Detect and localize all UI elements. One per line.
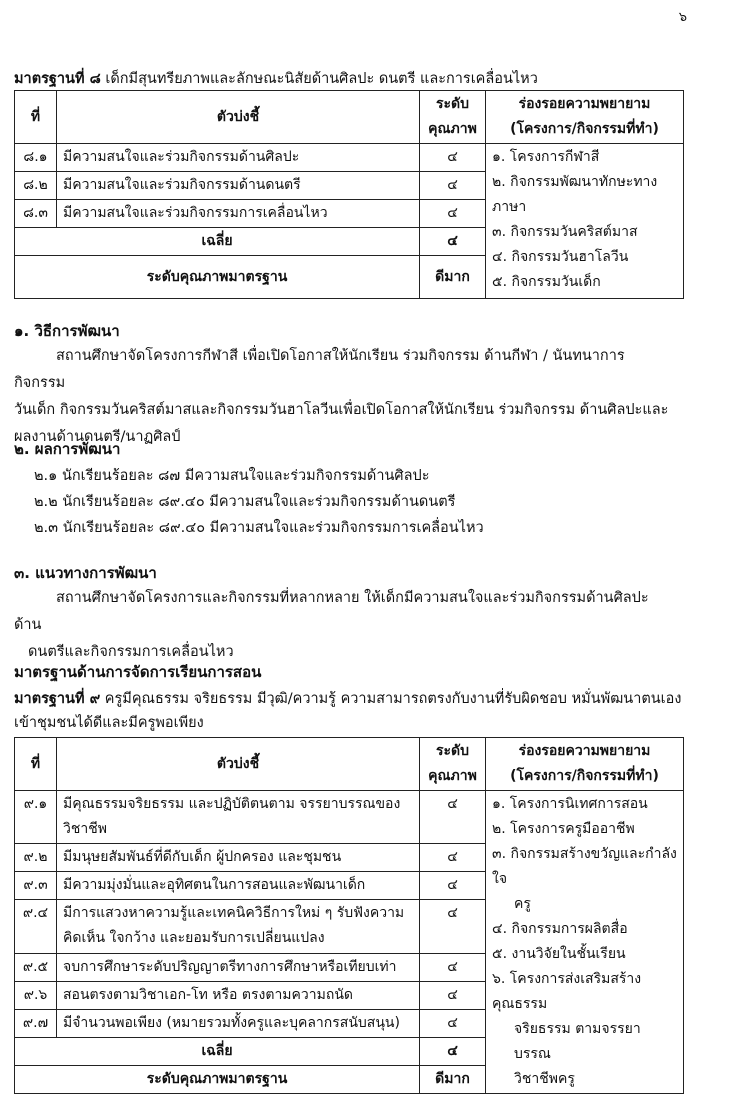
row-number: ๙.๑	[15, 791, 57, 844]
col-header-evidence: ร่องรอยความพยายาม (โครงการ/กิจกรรมที่ทำ)	[486, 738, 684, 791]
row-indicator: มีความสนใจและร่วมกิจกรรมด้านดนตรี	[57, 172, 420, 200]
col-header-level: ระดับ คุณภาพ	[420, 91, 486, 144]
section3-title: ๓. แนวทางการพัฒนา	[14, 564, 157, 582]
row-number: ๙.๖	[15, 981, 57, 1009]
row-level: ๔	[420, 844, 486, 872]
project-item: ๔. กิจกรรมการผลิตสื่อ	[492, 921, 628, 937]
standard9-title: ครูมีคุณธรรม จริยธรรม มีวุฒิ/ความรู้ ความสามารถตรงกับงานที่รับผิดชอบ หมั่นพัฒนาตนเอง	[100, 691, 682, 707]
row-number: ๙.๕	[15, 953, 57, 981]
row-level: ๔	[420, 981, 486, 1009]
evidence-projects	[486, 791, 684, 1094]
project-item: ภาษา	[492, 199, 527, 215]
row-number: ๘.๓	[15, 200, 57, 228]
row-indicator: สอนตรงตามวิชาเอก-โท หรือ ตรงตามความถนัด	[57, 981, 420, 1009]
project-item: ๕. กิจกรรมวันเด็ก	[492, 274, 601, 290]
average-value: ๔	[420, 228, 486, 256]
standard8-number: มาตรฐานที่ ๘	[14, 71, 101, 87]
evidence-projects	[486, 144, 684, 299]
table-header-row	[15, 738, 684, 791]
row-level: ๔	[420, 200, 486, 228]
project-item: ๓. กิจกรรมวันคริสต์มาส	[492, 224, 638, 240]
row-number: ๙.๓	[15, 872, 57, 900]
row-number: ๙.๔	[15, 900, 57, 953]
standard8-title: เด็กมีสุนทรียภาพและลักษณะนิสัยด้านศิลปะ ดนตรี และการเคลื่อนไหว	[100, 71, 538, 87]
average-value: ๔	[420, 1037, 486, 1065]
average-label: เฉลี่ย	[15, 228, 420, 256]
col-header-indicator: ตัวบ่งชี้	[57, 738, 420, 791]
section1-paragraph	[14, 343, 674, 451]
row-level: ๔	[420, 1009, 486, 1037]
row-level: ๔	[420, 144, 486, 172]
row-number: ๘.๑	[15, 144, 57, 172]
section3-line: ดนตรีและกิจกรรมการเคลื่อนไหว	[28, 644, 234, 660]
standard9-heading-line2: เข้าชุมชนได้ดีและมีครูพอเพียง	[14, 715, 204, 731]
row-indicator: มีความมุ่งมั่นและอุทิศตนในการสอนและพัฒนาเด็ก	[57, 872, 420, 900]
quality-value: ดีมาก	[420, 256, 486, 299]
section1-line: สถานศึกษาจัดโครงการกีฬาสี เพื่อเปิดโอกาสให้นักเรียน ร่วมกิจกรรม ด้านกีฬา / นันทนาการ กิจกรรม	[14, 348, 625, 391]
col-header-level: ระดับ คุณภาพ	[420, 738, 486, 791]
row-number: ๘.๒	[15, 172, 57, 200]
row-indicator: มีมนุษยสัมพันธ์ที่ดีกับเด็ก ผู้ปกครอง และชุมชน	[57, 844, 420, 872]
project-item: ๑. โครงการนิเทศการสอน	[492, 796, 648, 812]
row-number: ๙.๗	[15, 1009, 57, 1037]
row-level: ๔	[420, 900, 486, 953]
project-item: ๖. โครงการส่งเสริมสร้างคุณธรรม	[492, 971, 642, 1012]
row-level: ๔	[420, 872, 486, 900]
quality-value: ดีมาก	[420, 1065, 486, 1093]
project-item: ๔. กิจกรรมวันฮาโลวีน	[492, 249, 629, 265]
project-item: จริยธรรม ตามจรรยาบรรณ	[514, 1021, 641, 1062]
col-header-indicator: ตัวบ่งชี้	[57, 91, 420, 144]
col-header-evidence: ร่องรอยความพยายาม (โครงการ/กิจกรรมที่ทำ)	[486, 91, 684, 144]
result-item: ๒.๓ นักเรียนร้อยละ ๘๙.๔๐ มีความสนใจและร่วมกิจกรรมการเคลื่อนไหว	[34, 520, 484, 536]
row-level: ๔	[420, 172, 486, 200]
section1-line: ผลงานด้านดนตรี/นาฏศิลป์	[14, 429, 181, 445]
row-indicator: มีความสนใจและร่วมกิจกรรมการเคลื่อนไหว	[57, 200, 420, 228]
average-label: เฉลี่ย	[15, 1037, 420, 1065]
quality-label: ระดับคุณภาพมาตรฐาน	[15, 256, 420, 299]
project-item: ๕. งานวิจัยในชั้นเรียน	[492, 946, 626, 962]
project-item: ๒. กิจกรรมพัฒนาทักษะทาง	[492, 174, 658, 190]
standard8-heading	[14, 70, 538, 89]
section1-line: วันเด็ก กิจกรรมวันคริสต์มาสและกิจกรรมวันฮาโลวีนเพื่อเปิดโอกาสให้นักเรียน ร่วมกิจกรรม ด้านศิลปะและ	[14, 402, 669, 418]
row-indicator: มีคุณธรรมจริยธรรม และปฏิบัติตนตาม จรรยาบรรณของ วิชาชีพ	[57, 791, 420, 844]
row-level: ๔	[420, 791, 486, 844]
row-number: ๙.๒	[15, 844, 57, 872]
section3-line: สถานศึกษาจัดโครงการและกิจกรรมที่หลากหลาย ให้เด็กมีความสนใจและร่วมกิจกรรมด้านศิลปะ ด้าน	[14, 590, 649, 633]
col-header-no: ที่	[15, 738, 57, 791]
col-header-no: ที่	[15, 91, 57, 144]
section1-title: ๑. วิธีการพัฒนา	[14, 322, 120, 340]
row-indicator: มีความสนใจและร่วมกิจกรรมด้านศิลปะ	[57, 144, 420, 172]
table-header-row	[15, 91, 684, 144]
result-item: ๒.๒ นักเรียนร้อยละ ๘๙.๔๐ มีความสนใจและร่วมกิจกรรมด้านดนตรี	[34, 494, 456, 510]
table-row	[15, 791, 684, 844]
result-item: ๒.๑ นักเรียนร้อยละ ๘๗ มีความสนใจและร่วมกิจกรรมด้านศิลปะ	[34, 468, 430, 484]
project-item: ครู	[514, 896, 531, 912]
project-item: ๓. กิจกรรมสร้างขวัญและกำลังใจ	[492, 846, 677, 887]
row-indicator: จบการศึกษาระดับปริญญาตรีทางการศึกษาหรือเทียบเท่า	[57, 953, 420, 981]
project-item: ๑. โครงการกีฬาสี	[492, 149, 600, 165]
row-level: ๔	[420, 953, 486, 981]
quality-label: ระดับคุณภาพมาตรฐาน	[15, 1065, 420, 1093]
section2-title: ๒. ผลการพัฒนา	[14, 440, 121, 458]
table-row	[15, 144, 684, 172]
project-item: วิชาชีพครู	[514, 1071, 575, 1087]
standard8-table	[14, 90, 684, 299]
page-number: ๖	[678, 10, 687, 25]
management-title: มาตรฐานด้านการจัดการเรียนการสอน	[14, 663, 262, 681]
standard9-number: มาตรฐานที่ ๙	[14, 691, 101, 707]
standard9-heading	[14, 690, 681, 709]
row-indicator: มีการแสวงหาความรู้และเทคนิควิธีการใหม่ ๆ รับฟังความ คิดเห็น ใจกว้าง และยอมรับการเปลี่ยนแปลง	[57, 900, 420, 953]
project-item: ๒. โครงการครูมืออาชีพ	[492, 821, 635, 837]
standard9-table	[14, 737, 684, 1094]
section3-paragraph	[14, 585, 674, 666]
row-indicator: มีจำนวนพอเพียง (หมายรวมทั้งครูและบุคลากรสนับสนุน)	[57, 1009, 420, 1037]
